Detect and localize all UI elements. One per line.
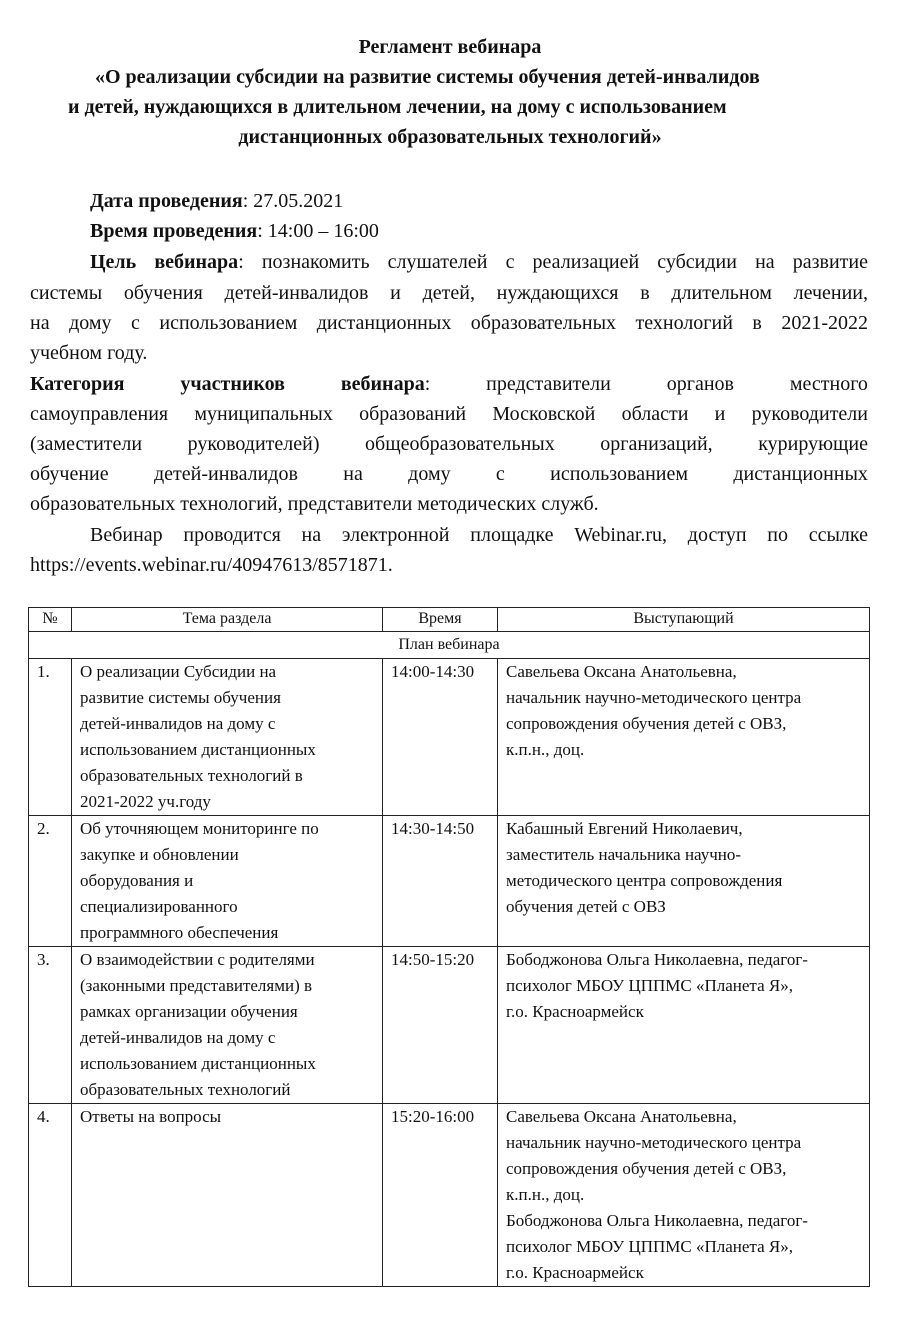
date-row bbox=[90, 189, 343, 213]
header-topic: Тема раздела bbox=[72, 608, 383, 632]
goal-line-2: системы обучения детей-инвалидов и детей, нуждающихся в длительном лечении, bbox=[30, 282, 868, 304]
time-label: Время проведения bbox=[90, 220, 258, 242]
category-line-2: самоуправления муниципальных образований Московской области и руководители bbox=[30, 403, 868, 425]
time-value: : 14:00 – 16:00 bbox=[257, 220, 379, 242]
row-time: 14:30-14:50 bbox=[383, 816, 498, 947]
row-topic: Ответы на вопросы bbox=[72, 1104, 383, 1287]
category-line-5: образовательных технологий, представители методических служб. bbox=[30, 493, 599, 515]
row-topic: О реализации Субсидии на развитие системы обучения детей-инвалидов на дому с использованием дистанционных образовательных технологий в 2021-2022 уч.году bbox=[72, 659, 383, 816]
table-row bbox=[29, 1104, 870, 1287]
category-line-4: обучение детей-инвалидов на дому с использованием дистанционных bbox=[30, 463, 868, 485]
goal-line-1: Цель вебинара: познакомить слушателей с реализацией субсидии на развитие bbox=[90, 251, 868, 273]
row-speaker: Савельева Оксана Анатольевна, начальник научно-методического центра сопровождения обучения детей с ОВЗ, к.п.н., доц. bbox=[498, 659, 870, 816]
row-speaker: Савельева Оксана Анатольевна, начальник научно-методического центра сопровождения обучения детей с ОВЗ, к.п.н., доц. Бободжонова Ольга Николаевна, педагог- психолог МБОУ ЦППМС «Планета Я», г.о. Красноармейск bbox=[498, 1104, 870, 1287]
table-subheader-row bbox=[29, 632, 870, 659]
row-num: 2. bbox=[29, 816, 72, 947]
access-line-1: Вебинар проводится на электронной площадке Webinar.ru, доступ по ссылке bbox=[90, 524, 868, 546]
row-topic: О взаимодействии с родителями (законными представителями) в рамках организации обучения детей-инвалидов на дому с использованием дистанционных образовательных технологий bbox=[72, 947, 383, 1104]
category-line-3: (заместители руководителей) общеобразовательных организаций, курирующие bbox=[30, 433, 868, 455]
goal-line-4: учебном году. bbox=[30, 342, 148, 364]
webinar-name-line-3: дистанционных образовательных технологий» bbox=[238, 126, 662, 148]
category-line-1: Категория участников вебинара: представители органов местного bbox=[30, 373, 868, 395]
header-time: Время bbox=[383, 608, 498, 632]
row-num: 1. bbox=[29, 659, 72, 816]
table-row bbox=[29, 816, 870, 947]
row-time: 14:00-14:30 bbox=[383, 659, 498, 816]
webinar-name-line-2: и детей, нуждающихся в длительном лечении, на дому с использованием bbox=[68, 96, 727, 118]
table-row bbox=[29, 659, 870, 816]
header-num: № bbox=[29, 608, 72, 632]
row-time: 15:20-16:00 bbox=[383, 1104, 498, 1287]
table-header-row bbox=[29, 608, 870, 632]
row-speaker: Бободжонова Ольга Николаевна, педагог- психолог МБОУ ЦППМС «Планета Я», г.о. Красноармейск bbox=[498, 947, 870, 1104]
table-row bbox=[29, 947, 870, 1104]
goal-label: Цель вебинара bbox=[90, 251, 239, 273]
row-num: 3. bbox=[29, 947, 72, 1104]
row-topic: Об уточняющем мониторинге по закупке и обновлении оборудования и специализированного программного обеспечения bbox=[72, 816, 383, 947]
webinar-plan-table bbox=[28, 607, 870, 1287]
access-link[interactable]: https://events.webinar.ru/40947613/8571871. bbox=[30, 554, 393, 576]
header-speaker: Выступающий bbox=[498, 608, 870, 632]
webinar-name-line-1: «О реализации субсидии на развитие системы обучения детей-инвалидов bbox=[95, 66, 760, 88]
row-speaker: Кабашный Евгений Николаевич, заместитель начальника научно- методического центра сопровождения обучения детей с ОВЗ bbox=[498, 816, 870, 947]
goal-line-3: на дому с использованием дистанционных образовательных технологий в 2021-2022 bbox=[30, 312, 868, 334]
row-time: 14:50-15:20 bbox=[383, 947, 498, 1104]
date-value: : 27.05.2021 bbox=[242, 190, 344, 212]
time-row bbox=[90, 219, 379, 243]
plan-subheader: План вебинара bbox=[29, 632, 870, 659]
date-label: Дата проведения bbox=[90, 190, 243, 212]
row-num: 4. bbox=[29, 1104, 72, 1287]
document-title: Регламент вебинара bbox=[358, 36, 542, 58]
